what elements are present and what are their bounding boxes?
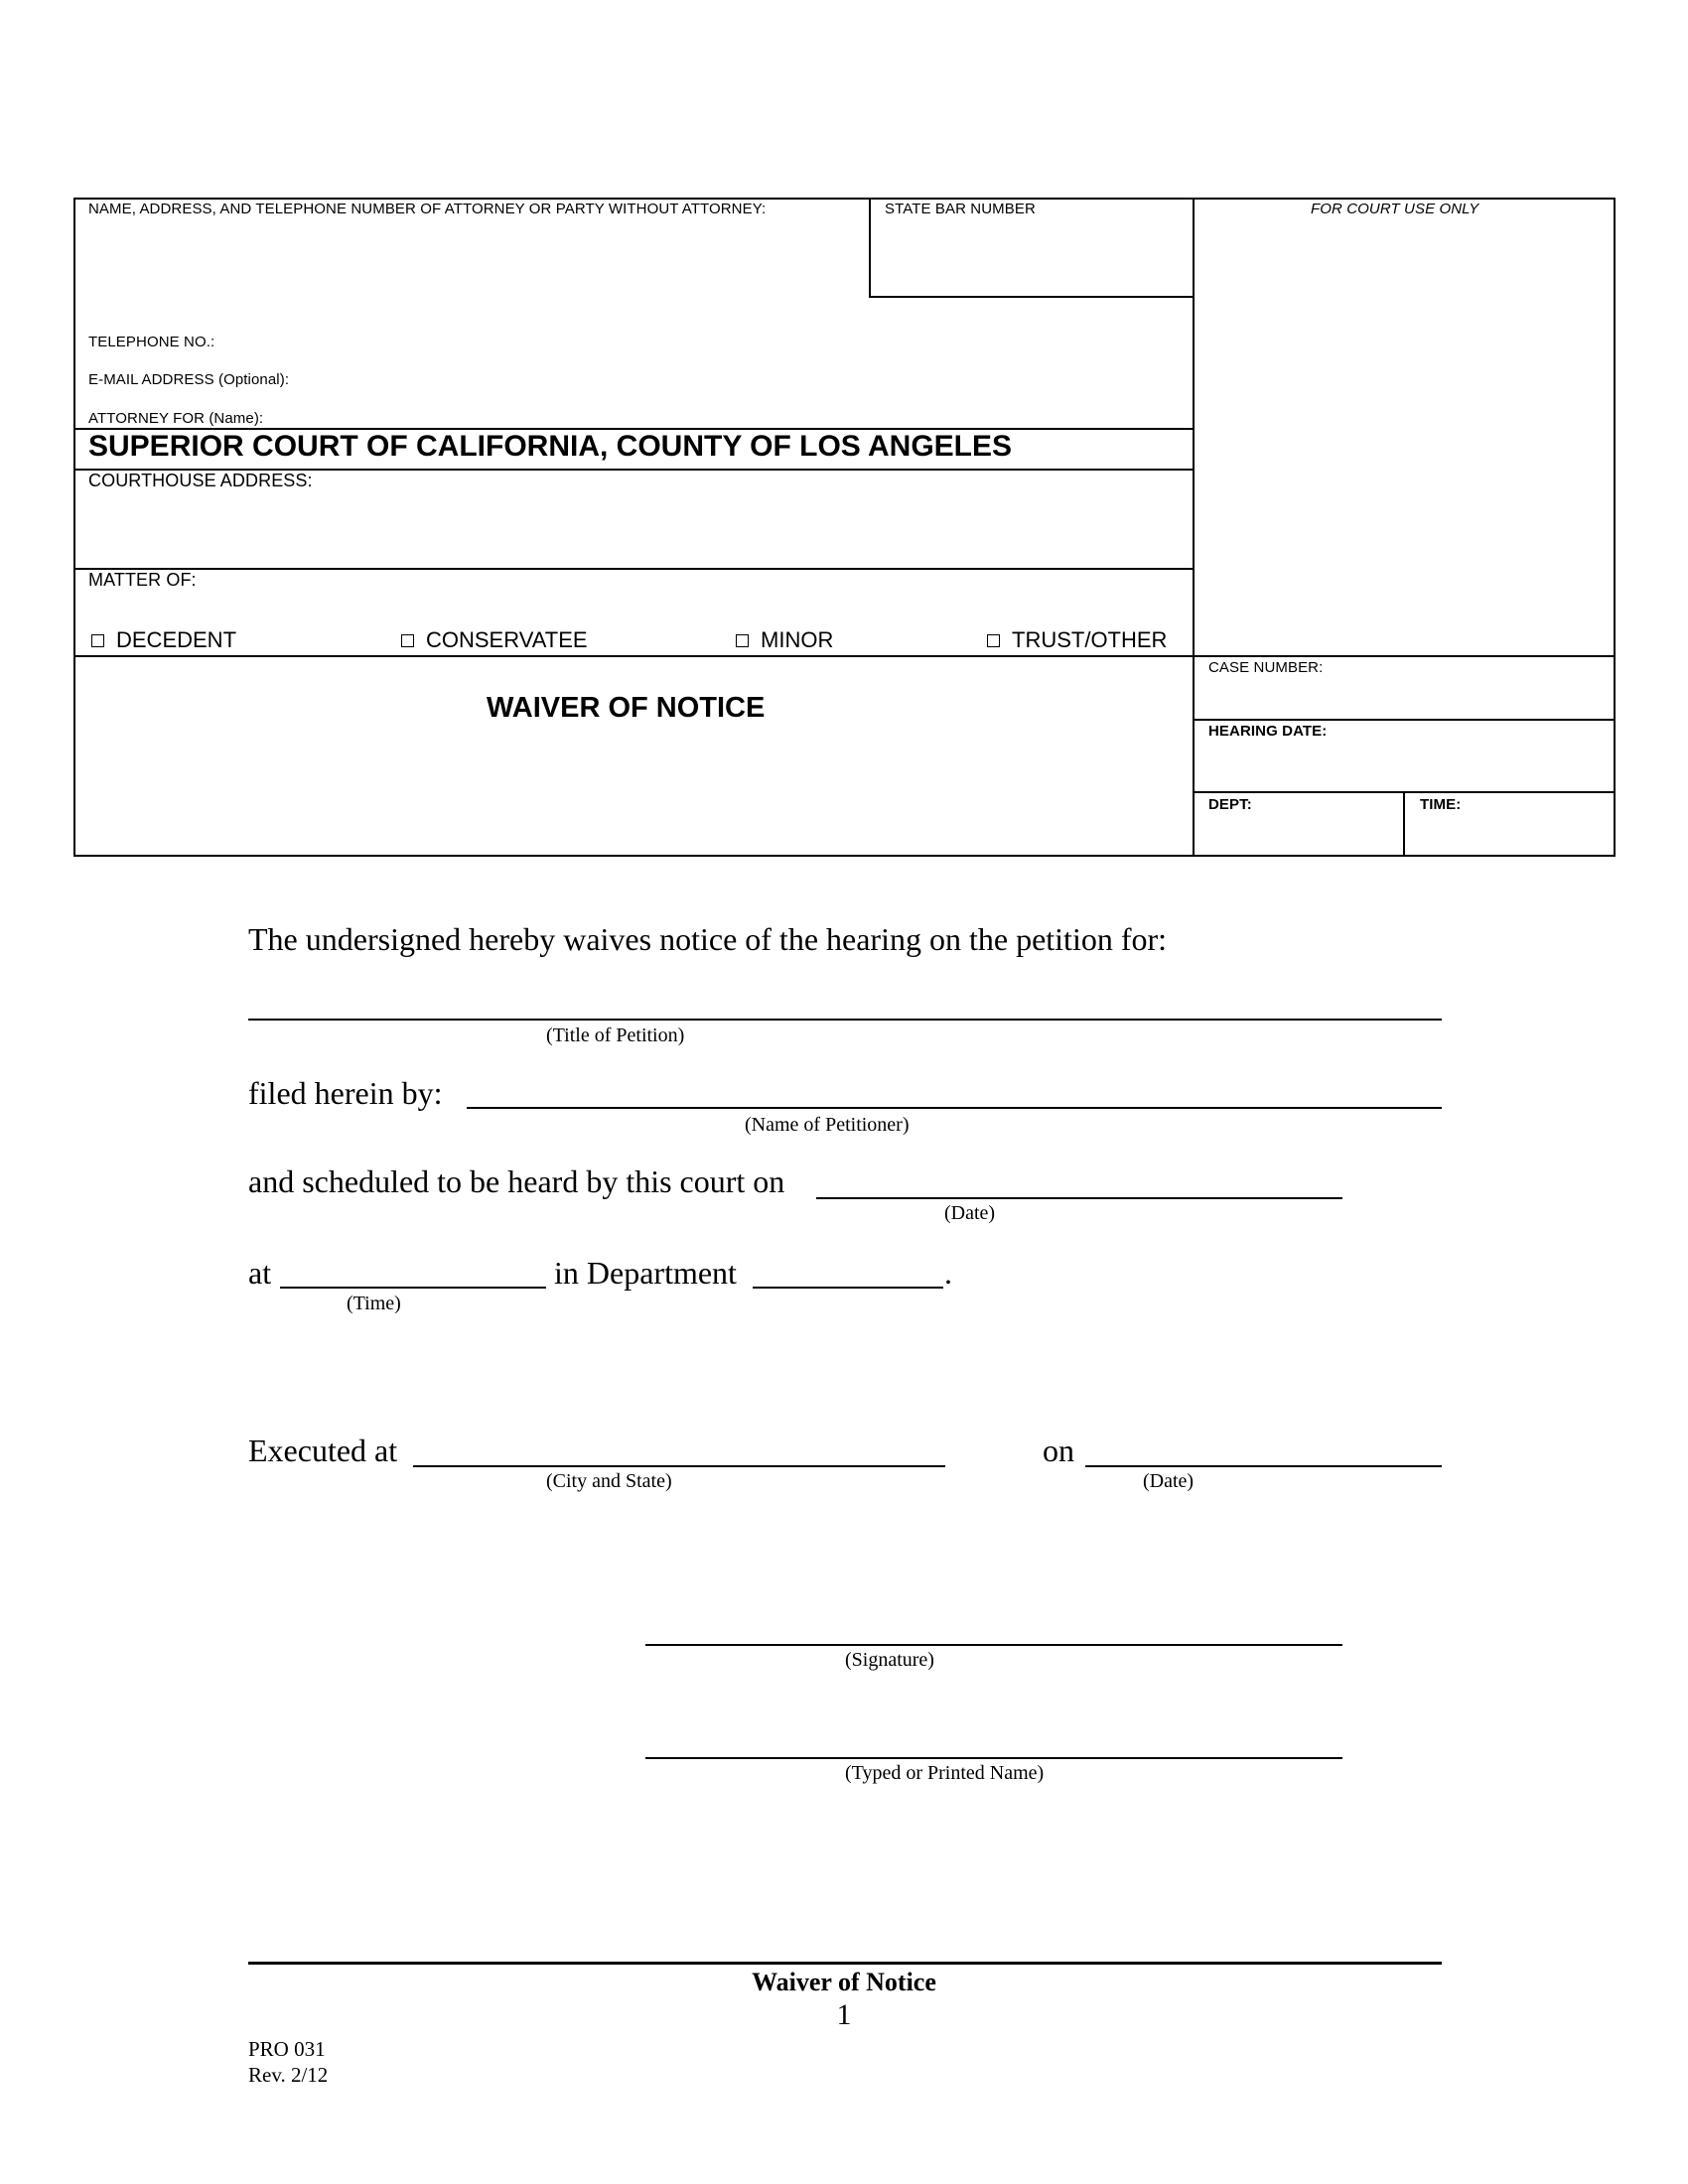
- execution-date-line[interactable]: [1085, 1465, 1442, 1467]
- period: .: [944, 1255, 952, 1291]
- executed-at-text: Executed at: [248, 1433, 398, 1468]
- matter-option-decedent[interactable]: [91, 627, 236, 653]
- case-number-label: CASE NUMBER:: [1208, 659, 1324, 676]
- matter-option-label: TRUST/OTHER: [1012, 627, 1168, 652]
- checkbox[interactable]: [91, 634, 104, 647]
- city-state-line[interactable]: [413, 1465, 945, 1467]
- on-text: on: [1043, 1433, 1074, 1468]
- state-bar-label: STATE BAR NUMBER: [885, 201, 1036, 217]
- signature-caption: (Signature): [845, 1649, 934, 1671]
- time-field[interactable]: [1407, 816, 1612, 854]
- hearing-date-line[interactable]: [816, 1197, 1342, 1199]
- at-text: at: [248, 1255, 272, 1291]
- printed-name-line[interactable]: [645, 1757, 1342, 1759]
- petitioner-name-caption: (Name of Petitioner): [745, 1114, 910, 1136]
- matter-option-label: CONSERVATEE: [426, 627, 588, 652]
- matter-option-label: DECEDENT: [116, 627, 237, 652]
- matter-option-conservatee[interactable]: [401, 627, 588, 653]
- footer-rule: [248, 1962, 1442, 1965]
- revision: Rev. 2/12: [248, 2063, 329, 2087]
- court-name: SUPERIOR COURT OF CALIFORNIA, COUNTY OF LOS ANGELES: [88, 430, 1013, 463]
- attorney-label: NAME, ADDRESS, AND TELEPHONE NUMBER OF ATTORNEY OR PARTY WITHOUT ATTORNEY:: [88, 201, 767, 217]
- footer-title: Waiver of Notice: [752, 1968, 936, 1996]
- page-number: 1: [836, 1998, 852, 2031]
- dept-field[interactable]: [1196, 816, 1401, 854]
- courthouse-address-field[interactable]: [77, 496, 1191, 566]
- filed-by-text: filed herein by:: [248, 1075, 443, 1111]
- checkbox[interactable]: [987, 634, 1000, 647]
- in-department-text: in Department: [554, 1255, 737, 1291]
- printed-name-caption: (Typed or Printed Name): [845, 1762, 1045, 1784]
- matter-option-trust-other[interactable]: [987, 627, 1167, 653]
- state-bar-number-field[interactable]: [873, 220, 1191, 294]
- execution-date-caption: (Date): [1143, 1470, 1195, 1492]
- scheduled-text: and scheduled to be heard by this court on: [248, 1163, 785, 1199]
- matter-option-minor[interactable]: [736, 627, 833, 653]
- signature-line[interactable]: [645, 1644, 1342, 1646]
- hearing-date-label: HEARING DATE:: [1208, 723, 1328, 740]
- title-of-petition-line[interactable]: [248, 1019, 1442, 1021]
- title-of-petition-caption: (Title of Petition): [546, 1024, 685, 1046]
- city-state-caption: (City and State): [546, 1470, 672, 1492]
- checkbox[interactable]: [736, 634, 749, 647]
- court-use-label: FOR COURT USE ONLY: [1311, 201, 1479, 217]
- hearing-time-line[interactable]: [280, 1287, 546, 1289]
- case-number-field[interactable]: [1196, 679, 1612, 717]
- matter-of-label: MATTER OF:: [88, 570, 197, 590]
- hearing-date-field[interactable]: [1196, 745, 1612, 789]
- attorney-name-field[interactable]: [77, 220, 865, 326]
- dept-label: DEPT:: [1208, 796, 1252, 813]
- hearing-date-caption: (Date): [944, 1202, 996, 1224]
- email-label: E-MAIL ADDRESS (Optional):: [88, 371, 290, 388]
- form-number: PRO 031: [248, 2037, 326, 2061]
- courthouse-address-label: COURTHOUSE ADDRESS:: [88, 471, 313, 490]
- court-use-area: [1196, 220, 1612, 653]
- hearing-time-caption: (Time): [347, 1293, 401, 1314]
- intro-text: The undersigned hereby waives notice of the hearing on the petition for:: [248, 921, 1168, 957]
- checkbox[interactable]: [401, 634, 414, 647]
- matter-option-label: MINOR: [761, 627, 834, 652]
- petitioner-name-line[interactable]: [467, 1107, 1442, 1109]
- time-label: TIME:: [1420, 796, 1462, 813]
- attorney-for-label: ATTORNEY FOR (Name):: [88, 410, 264, 427]
- department-line[interactable]: [753, 1287, 943, 1289]
- telephone-label: TELEPHONE NO.:: [88, 334, 215, 350]
- form-title: WAIVER OF NOTICE: [487, 692, 766, 724]
